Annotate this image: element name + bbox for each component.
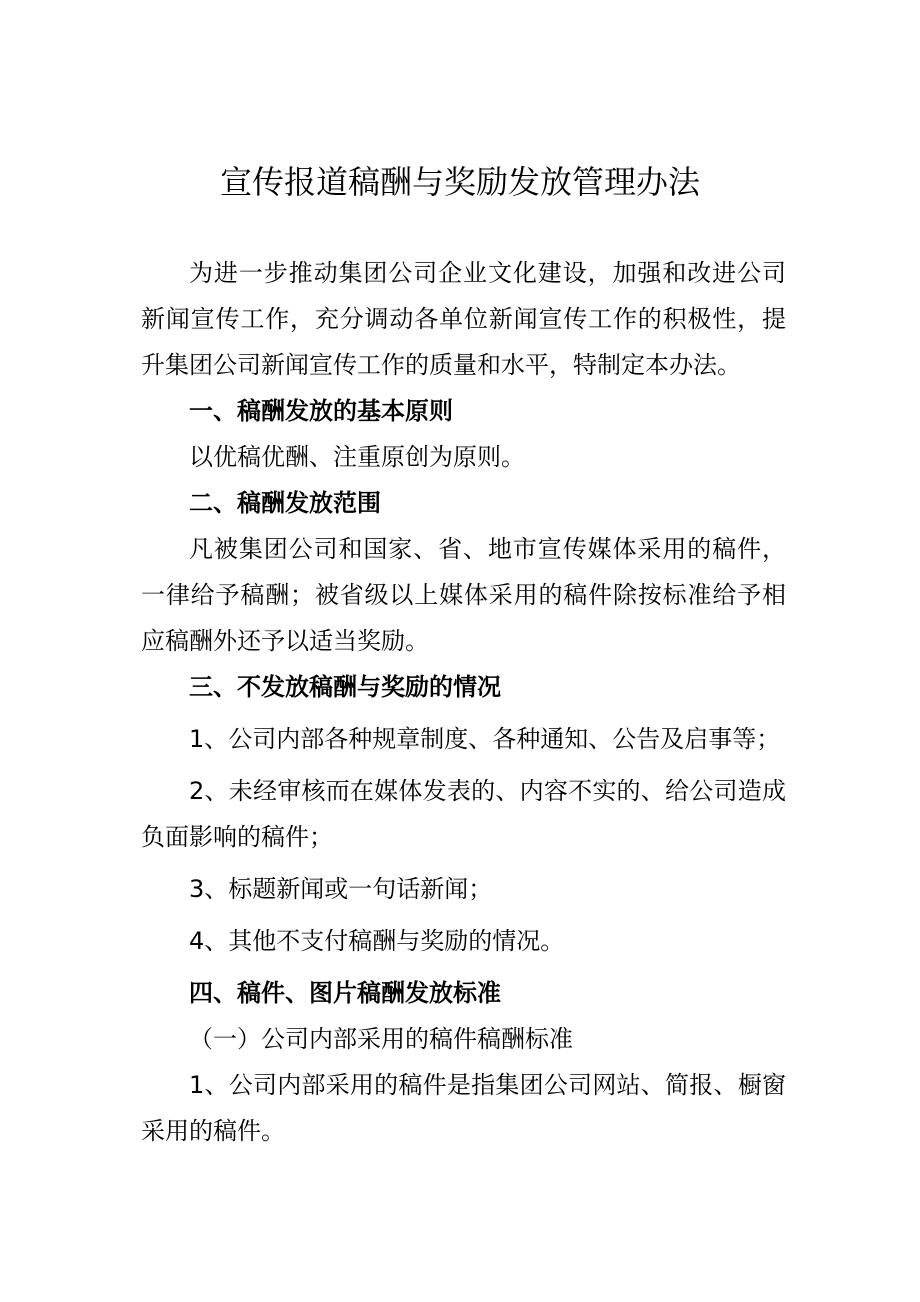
- section-3-item-2: 2、未经审核而在媒体发表的、内容不实的、给公司造成负面影响的稿件；: [141, 777, 786, 851]
- section-heading-2: 二、稿酬发放范围: [189, 489, 381, 517]
- section-3-item-1: 1、公司内部各种规章制度、各种通知、公告及启事等；: [189, 725, 781, 753]
- section-3-item-4: 4、其他不支付稿酬与奖励的情况。: [189, 927, 565, 955]
- intro-paragraph: 为进一步推动集团公司企业文化建设，加强和改进公司新闻宣传工作，充分调动各单位新闻宣传工作的积极性，提升集团公司新闻宣传工作的质量和水平，特制定本办法。: [141, 259, 786, 379]
- document-body: [141, 250, 786, 1154]
- section-heading-1: 一、稿酬发放的基本原则: [189, 397, 453, 425]
- section-1-text: 以优稿优酬、注重原创为原则。: [189, 443, 525, 471]
- section-heading-3: 三、不发放稿酬与奖励的情况: [189, 673, 501, 701]
- section-4-item-1: 1、公司内部采用的稿件是指集团公司网站、简报、橱窗采用的稿件。: [141, 1071, 786, 1145]
- document-title: 宣传报道稿酬与奖励发放管理办法: [219, 163, 700, 201]
- subsection-heading-4-1: （一）公司内部采用的稿件稿酬标准: [189, 1025, 573, 1053]
- section-2-text: 凡被集团公司和国家、省、地市宣传媒体采用的稿件，一律给予稿酬；被省级以上媒体采用的稿件除按标准给予相应稿酬外还予以适当奖励。: [141, 535, 786, 655]
- section-heading-4: 四、稿件、图片稿酬发放标准: [189, 979, 501, 1007]
- section-3-item-3: 3、标题新闻或一句话新闻；: [189, 875, 493, 903]
